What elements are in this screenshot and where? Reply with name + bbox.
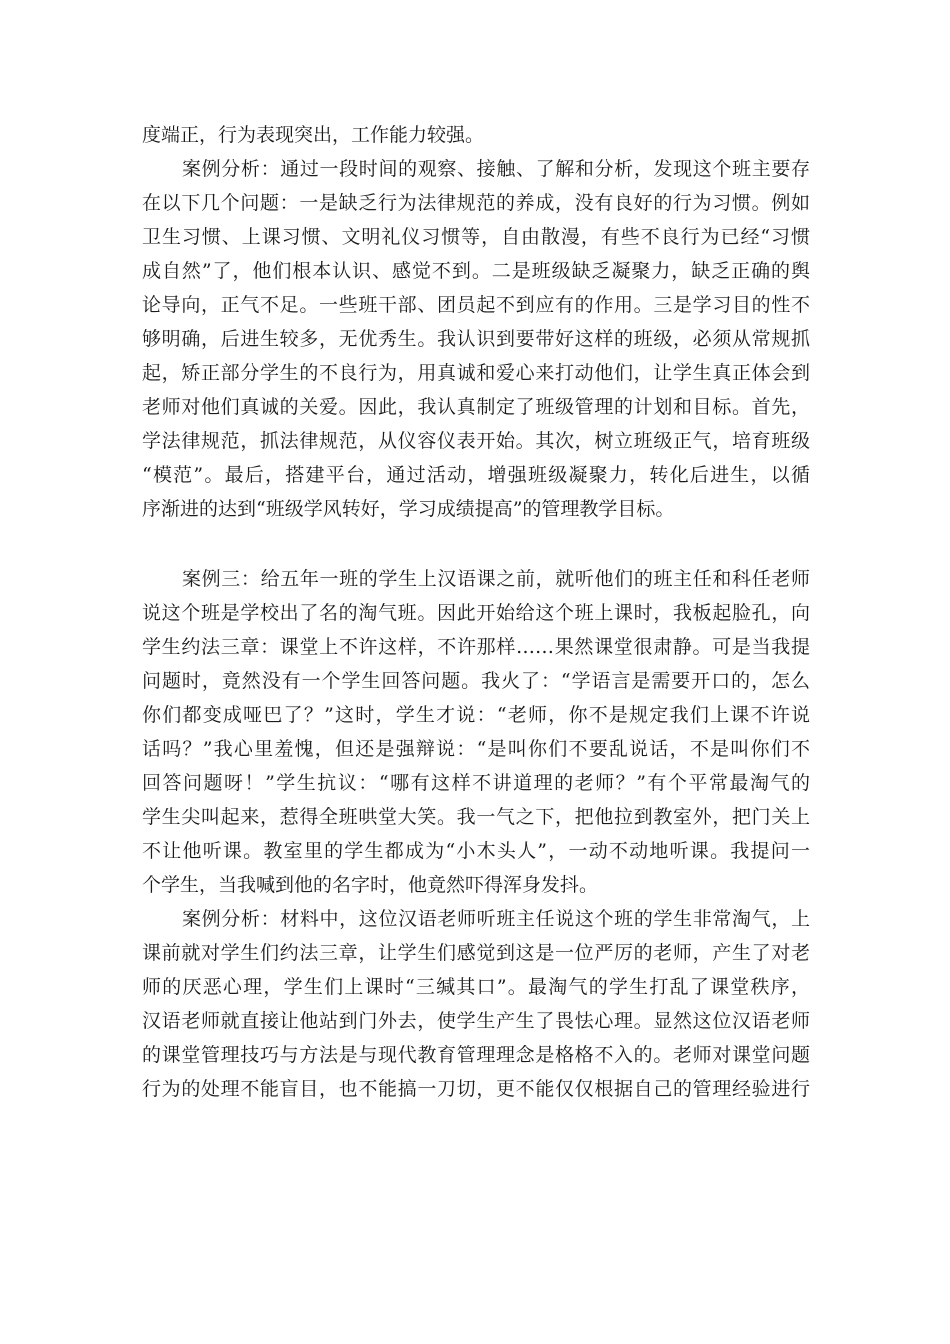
text-line: 在以下几个问题：一是缺乏行为法律规范的养成，没有良好的行为习惯。例如 <box>142 192 810 214</box>
paragraph-1 <box>142 118 810 152</box>
text-line: 个学生，当我喊到他的名字时，他竟然吓得浑身发抖。 <box>142 874 599 896</box>
text-line: 师的厌恶心理，学生们上课时“三缄其口”。最淘气的学生打乱了课堂秩序， <box>142 976 810 998</box>
text-line: 问题时，竟然没有一个学生回答问题。我火了：“学语言是需要开口的，怎么 <box>142 670 810 692</box>
text-line: 不让他听课。教室里的学生都成为“小木头人”，一动不动地听课。我提问一 <box>142 840 810 862</box>
text-line: 你们都变成哑巴了？”这时，学生才说：“老师，你不是规定我们上课不许说 <box>142 704 810 726</box>
text-line: 回答问题呀！”学生抗议：“哪有这样不讲道理的老师？”有个平常最淘气的 <box>142 772 810 794</box>
text-line: 学生约法三章：课堂上不许这样，不许那样……果然课堂很肃静。可是当我提 <box>142 636 810 658</box>
paragraph-case-analysis-2 <box>142 902 810 1106</box>
paragraph-case-analysis-1 <box>142 152 810 526</box>
text-line: 案例三：给五年一班的学生上汉语课之前，就听他们的班主任和科任老师 <box>182 568 810 590</box>
text-line: 序渐进的达到“班级学风转好，学习成绩提高”的管理教学目标。 <box>142 498 675 520</box>
text-line: 起，矫正部分学生的不良行为，用真诚和爱心来打动他们，让学生真正体会到 <box>142 362 810 384</box>
text-line: 说这个班是学校出了名的淘气班。因此开始给这个班上课时，我板起脸孔，向 <box>142 602 810 624</box>
text-line: 学生尖叫起来，惹得全班哄堂大笑。我一气之下，把他拉到教室外，把门关上 <box>142 806 810 828</box>
text-line: 成自然”了，他们根本认识、感觉不到。二是班级缺乏凝聚力，缺乏正确的舆 <box>142 260 810 282</box>
text-line: 案例分析：材料中，这位汉语老师听班主任说这个班的学生非常淘气，上 <box>182 908 810 930</box>
text-line: 的课堂管理技巧与方法是与现代教育管理理念是格格不入的。老师对课堂问题 <box>142 1044 810 1066</box>
text-line: 课前就对学生们约法三章，让学生们感觉到这是一位严厉的老师，产生了对老 <box>142 942 810 964</box>
text-line: 度端正，行为表现突出，工作能力较强。 <box>142 124 485 146</box>
text-line: 话吗？”我心里羞愧，但还是强辩说：“是叫你们不要乱说话，不是叫你们不 <box>142 738 810 760</box>
text-line: 行为的处理不能盲目，也不能搞一刀切，更不能仅仅根据自己的管理经验进行 <box>142 1078 810 1100</box>
text-line: 卫生习惯、上课习惯、文明礼仪习惯等，自由散漫，有些不良行为已经“习惯 <box>142 226 810 248</box>
text-line: 学法律规范，抓法律规范，从仪容仪表开始。其次，树立班级正气，培育班级 <box>142 430 810 452</box>
text-line: 够明确，后进生较多，无优秀生。我认识到要带好这样的班级，必须从常规抓 <box>142 328 810 350</box>
text-line: 案例分析：通过一段时间的观察、接触、了解和分析，发现这个班主要存 <box>182 158 810 180</box>
text-line: 汉语老师就直接让他站到门外去，使学生产生了畏怯心理。显然这位汉语老师 <box>142 1010 810 1032</box>
paragraph-case-three <box>142 562 810 902</box>
text-line: 老师对他们真诚的关爱。因此，我认真制定了班级管理的计划和目标。首先， <box>142 396 810 418</box>
text-line: “模范”。最后，搭建平台，通过活动，增强班级凝聚力，转化后进生，以循 <box>142 464 810 486</box>
text-line: 论导向，正气不足。一些班干部、团员起不到应有的作用。三是学习目的性不 <box>142 294 810 316</box>
